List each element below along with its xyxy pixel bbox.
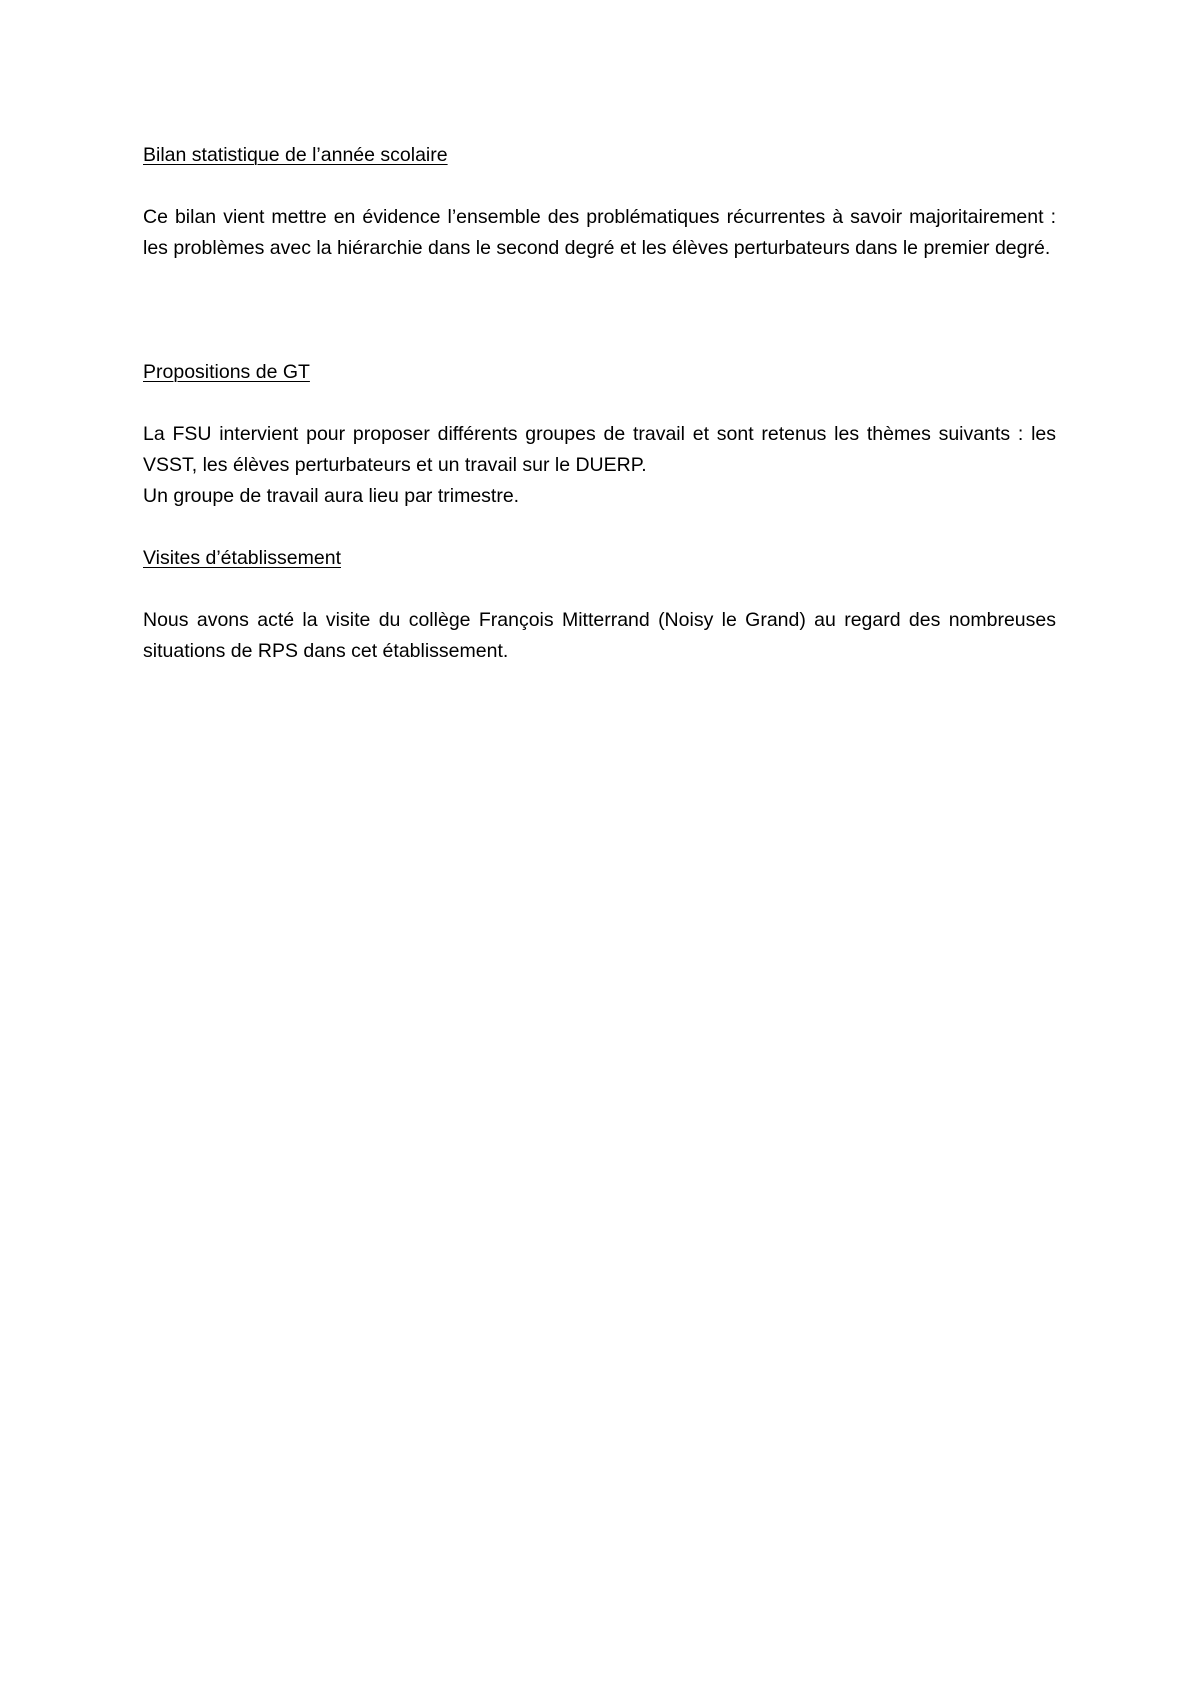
document-body [143, 140, 1056, 667]
section-paragraph-propositions-2: Un groupe de travail aura lieu par trimestre. [143, 485, 520, 507]
section-heading-propositions: Propositions de GT [143, 361, 310, 383]
section-paragraph-visites: Nous avons acté la visite du collège François Mitterrand (Noisy le Grand) au regard des nombreuses situations de RPS dans cet établissement. [143, 609, 1056, 662]
section-paragraph-propositions: La FSU intervient pour proposer différents groupes de travail et sont retenus les thèmes suivants : les VSST, les élèves perturbateurs et un travail sur le DUERP. [143, 423, 1056, 476]
section-heading-visites: Visites d’établissement [143, 547, 341, 569]
section-heading-bilan: Bilan statistique de l’année scolaire [143, 144, 448, 166]
section-paragraph-bilan: Ce bilan vient mettre en évidence l’ensemble des problématiques récurrentes à savoir majoritairement : les problèmes avec la hiérarchie dans le second degré et les élèves perturbateurs dans le premier degré. [143, 206, 1056, 259]
